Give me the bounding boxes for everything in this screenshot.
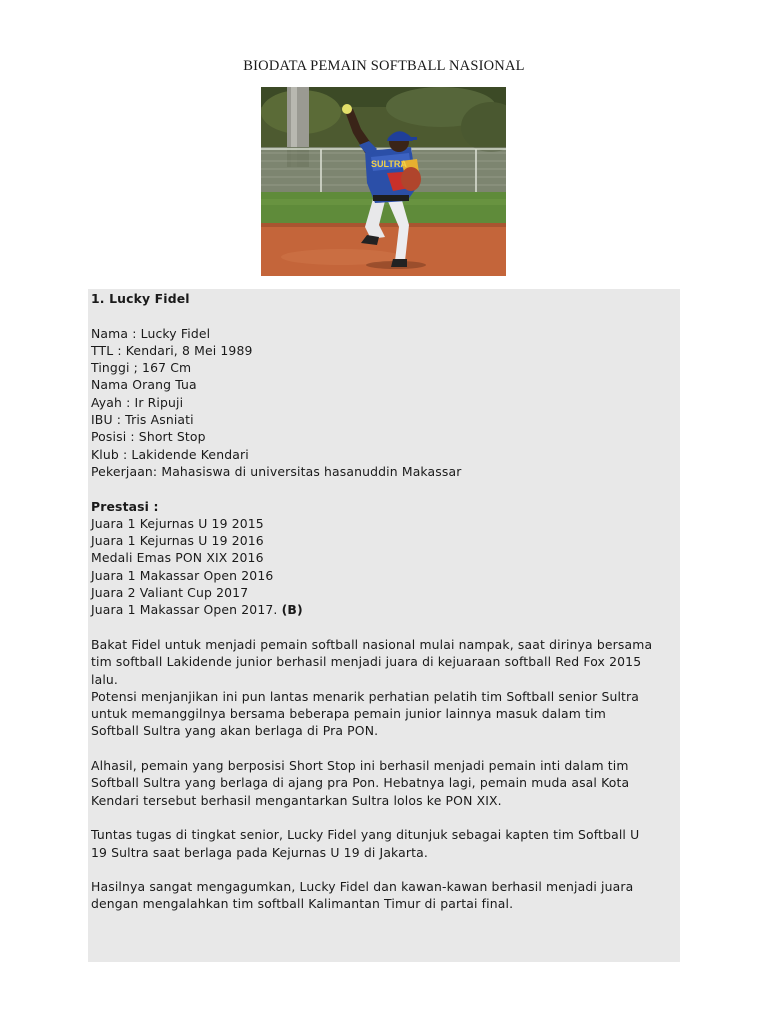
paragraph-line: dengan mengalahkan tim softball Kalimantan Timur di partai final. bbox=[91, 896, 514, 912]
bio-height: Tinggi ; 167 Cm bbox=[91, 360, 192, 376]
page-title: BIODATA PEMAIN SOFTBALL NASIONAL bbox=[243, 58, 525, 74]
paragraph-line: 19 Sultra saat berlaga pada Kejurnas U 19 di Jakarta. bbox=[91, 844, 428, 860]
paragraph-line: lalu. bbox=[91, 671, 119, 687]
paragraph-line: Potensi menjanjikan ini pun lantas menarik perhatian pelatih tim Softball senior Sultra bbox=[91, 688, 640, 704]
paragraph-line: Softball Sultra yang berlaga di ajang pra Pon. Hebatnya lagi, pemain muda asal Kota bbox=[91, 775, 630, 791]
bio-ttl: TTL : Kendari, 8 Mei 1989 bbox=[91, 342, 253, 358]
prestasi-item-last bbox=[91, 601, 681, 618]
paragraph-line: Kendari tersebut berhasil mengantarkan Sultra lolos ke PON XIX. bbox=[91, 792, 502, 808]
player-heading: 1. Lucky Fidel bbox=[91, 291, 190, 306]
paragraph-line: Tuntas tugas di tingkat senior, Lucky Fidel yang ditunjuk sebagai kapten tim Softball U bbox=[91, 827, 640, 843]
prestasi-item: Medali Emas PON XIX 2016 bbox=[91, 550, 264, 566]
prestasi-item-text: Juara 1 Makassar Open 2017. bbox=[91, 602, 278, 618]
prestasi-suffix: (B) bbox=[281, 602, 303, 618]
paragraph-line: untuk memanggilnya bersama beberapa pemain junior lainnya masuk dalam tim bbox=[91, 706, 606, 722]
paragraph-line: Hasilnya sangat mengagumkan, Lucky Fidel dan kawan-kawan berhasil menjadi juara bbox=[91, 879, 634, 895]
player-photo bbox=[261, 87, 506, 276]
prestasi-item: Juara 1 Makassar Open 2016 bbox=[91, 567, 274, 583]
bio-parents: Nama Orang Tua bbox=[91, 377, 197, 393]
prestasi-item: Juara 1 Kejurnas U 19 2015 bbox=[91, 515, 264, 531]
bio-content bbox=[91, 290, 681, 913]
prestasi-item: Juara 2 Valiant Cup 2017 bbox=[91, 585, 249, 601]
svg-text:SULTRA: SULTRA bbox=[371, 159, 407, 169]
prestasi-item: Juara 1 Kejurnas U 19 2016 bbox=[91, 533, 264, 549]
bio-father: Ayah : Ir Ripuji bbox=[91, 394, 184, 410]
bio-position: Posisi : Short Stop bbox=[91, 429, 206, 445]
paragraph-line: tim softball Lakidende junior berhasil menjadi juara di kejuaraan softball Red Fox 2015 bbox=[91, 654, 642, 670]
bio-club: Klub : Lakidende Kendari bbox=[91, 446, 249, 462]
bio-name: Nama : Lucky Fidel bbox=[91, 325, 211, 341]
prestasi-heading: Prestasi : bbox=[91, 498, 159, 514]
paragraph-line: Softball Sultra yang akan berlaga di Pra PON. bbox=[91, 723, 379, 739]
paragraph-line: Bakat Fidel untuk menjadi pemain softball nasional mulai nampak, saat dirinya bersama bbox=[91, 636, 653, 652]
bio-mother: IBU : Tris Asniati bbox=[91, 412, 194, 428]
paragraph-line: Alhasil, pemain yang berposisi Short Stop ini berhasil menjadi pemain inti dalam tim bbox=[91, 758, 629, 774]
bio-occupation: Pekerjaan: Mahasiswa di universitas hasanuddin Makassar bbox=[91, 463, 462, 479]
